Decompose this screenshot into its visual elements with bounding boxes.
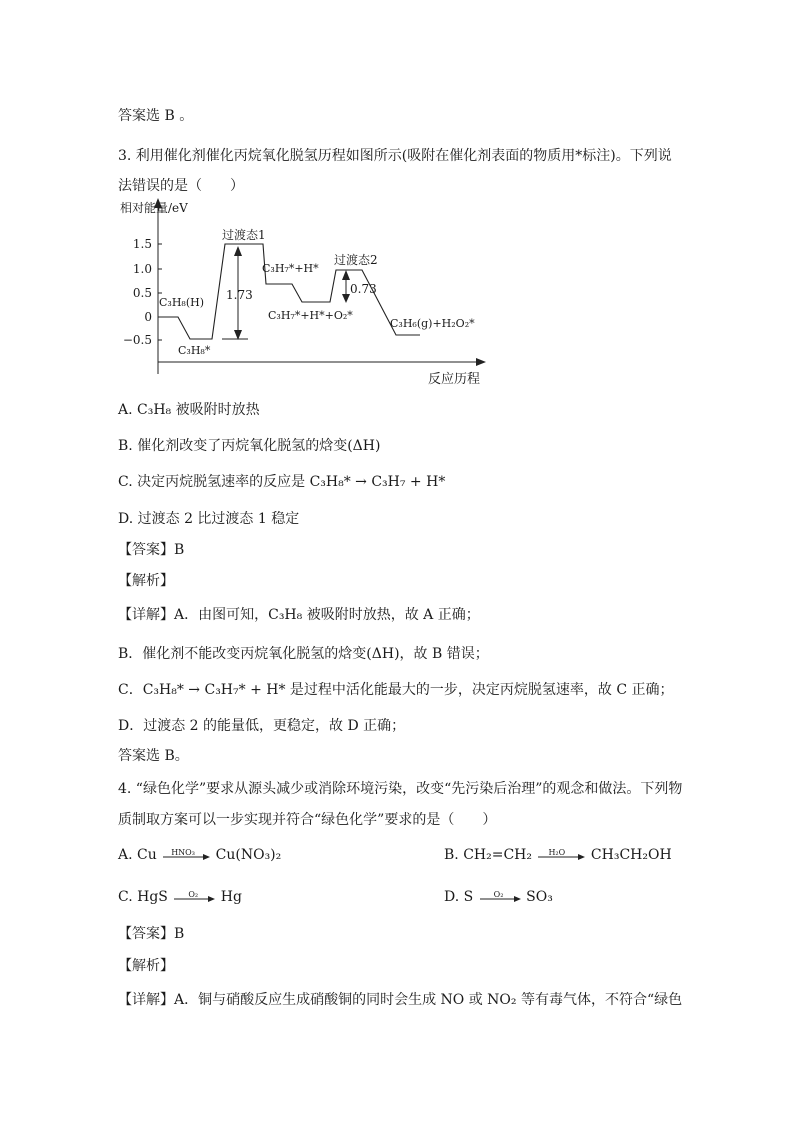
q4-option-d-reagent: O₂: [493, 890, 504, 899]
q3-option-a: A. C₃H₈ 被吸附时放热: [118, 402, 260, 418]
state-label-ts1: 过渡态1: [222, 228, 266, 242]
q3-detail-d: D．过渡态 2 的能量低，更稳定，故 D 正确；: [118, 718, 406, 734]
state-label-ts2: 过渡态2: [334, 253, 378, 267]
answer-line-prev: 答案选 B 。: [118, 108, 194, 124]
q3-detail-c: C．C₃H₈* → C₃H₇* + H* 是过程中活化能最大的一步，决定丙烷脱氢速率，故 C 正确；: [118, 682, 674, 698]
arrow-icon: [478, 887, 522, 907]
q3-option-d: D. 过渡态 2 比过渡态 1 稳定: [118, 511, 300, 527]
energy-profile-chart: [118, 196, 498, 390]
q4-detail-a: 【详解】A．铜与硝酸反应生成硝酸铜的同时会生成 NO 或 NO₂ 等有毒气体，不符合“绿色: [118, 992, 683, 1008]
q4-option-a-reagent: HNO₃: [171, 848, 195, 857]
ytick-label-neg-0-5: −0.5: [122, 333, 152, 347]
ytick-label-0-5: 0.5: [132, 286, 152, 300]
q4-option-b-product: CH₃CH₂OH: [590, 847, 672, 863]
ytick-label-1-0: 1.0: [132, 262, 152, 276]
q4-option-a: [118, 845, 281, 865]
energy-profile-line: [162, 244, 420, 339]
q4-option-c-product: Hg: [220, 889, 242, 905]
y-ticks: [123, 237, 162, 347]
reaction-arrow: [172, 887, 216, 907]
q3-stem-line-2: 法错误的是（ ）: [118, 178, 244, 194]
q3-stem-line-1: 3. 利用催化剂催化丙烷氧化脱氢历程如图所示(吸附在催化剂表面的物质用*标注)。下列说: [118, 148, 672, 164]
reaction-arrow: [478, 887, 522, 907]
state-label-c3h8-h: C₃H₈(H): [159, 296, 205, 309]
reaction-arrow: [536, 845, 586, 865]
q3-detail-b: B．催化剂不能改变丙烷氧化脱氢的焓变(ΔH)，故 B 错误；: [118, 646, 489, 662]
y-axis-label: 相对能量/eV: [120, 201, 188, 215]
state-label-c3h8-star: C₃H₈*: [178, 344, 211, 357]
state-label-c3h7-h: C₃H₇*+H*: [262, 262, 319, 275]
q3-option-b: B. 催化剂改变了丙烷氧化脱氢的焓变(ΔH): [118, 438, 381, 454]
state-label-c3h7-h-o2: C₃H₇*+H*+O₂*: [268, 309, 353, 322]
q3-detail-a: 【详解】A．由图可知，C₃H₈ 被吸附时放热，故 A 正确；: [118, 607, 480, 623]
arrow-icon: [161, 845, 211, 865]
ytick-label-1-5: 1.5: [132, 237, 152, 251]
q4-option-d: [444, 887, 553, 907]
reaction-arrow: [161, 845, 211, 865]
q4-option-d-product: SO₃: [526, 889, 553, 905]
q4-answer: 【答案】B: [118, 926, 185, 942]
x-axis-label: 反应历程: [428, 372, 481, 387]
barrier-2-label: 0.73: [350, 282, 377, 296]
state-label-c3h6-h2o2: C₃H₆(g)+H₂O₂*: [390, 317, 475, 330]
q4-option-d-reactant: D. S: [444, 889, 474, 905]
q4-option-c: [118, 887, 242, 907]
q4-option-a-product: Cu(NO₃)₂: [215, 847, 282, 863]
q3-option-c: C. 决定丙烷脱氢速率的反应是 C₃H₈* → C₃H₇ + H*: [118, 474, 446, 490]
q4-stem-line-2: 质制取方案可以一步实现并符合“绿色化学”要求的是（ ）: [118, 812, 497, 828]
x-axis-arrow: [476, 358, 486, 366]
q4-option-a-reactant: A. Cu: [118, 847, 157, 863]
ytick-label-0: 0: [144, 310, 152, 324]
q4-stem-line-1: 4. “绿色化学”要求从源头减少或消除环境污染，改变“先污染后治理”的观念和做法。下列物: [118, 781, 683, 797]
q3-answer: 【答案】B: [118, 542, 185, 558]
barrier-1-label: 1.73: [226, 288, 253, 302]
q4-option-b: [444, 845, 672, 865]
arrow-icon: [172, 887, 216, 907]
q4-option-c-reagent: O₂: [188, 890, 199, 899]
q4-option-b-reactant: B. CH₂=CH₂: [444, 847, 532, 863]
energy-profile-svg: [118, 196, 498, 390]
arrow-icon: [536, 845, 586, 865]
q4-option-b-reagent: H₂O: [548, 848, 566, 857]
q4-analysis-heading: 【解析】: [118, 958, 174, 974]
q4-option-c-reactant: C. HgS: [118, 889, 168, 905]
q3-final-answer: 答案选 B。: [118, 748, 189, 764]
q3-analysis-heading: 【解析】: [118, 573, 174, 589]
